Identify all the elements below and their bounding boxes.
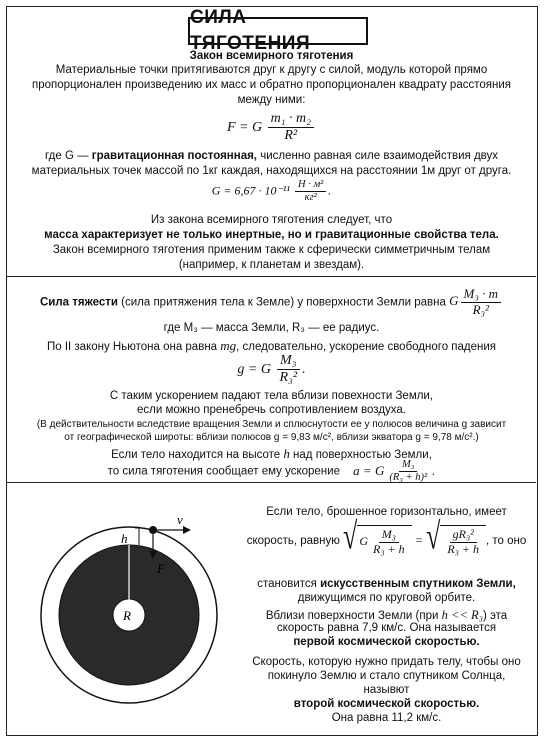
constant-value: G = 6,67 · 10⁻¹¹ bbox=[211, 183, 290, 198]
label-v: v bbox=[177, 512, 183, 527]
text-line: пропорционален произведению их масс и обратно пропорционален квадрату расстояния bbox=[32, 79, 511, 91]
text-line: назывют bbox=[363, 684, 410, 696]
formula-lhs: a = G bbox=[353, 462, 385, 478]
unit-numerator: Н · м² bbox=[295, 179, 326, 192]
section-gravitation-law bbox=[7, 45, 536, 277]
formula-denominator: R₃² bbox=[472, 301, 489, 317]
orbit-diagram bbox=[11, 491, 231, 731]
formula-inline: h << R₃ bbox=[441, 608, 483, 622]
text-line: скорость равна 7,9 км/с. Она называется bbox=[276, 622, 497, 634]
text-line: Если тело, брошенное горизонтально, имеет bbox=[266, 506, 507, 518]
text-span: Если тело находится на высоте bbox=[111, 449, 284, 461]
formula-numerator: gR₃² bbox=[450, 528, 477, 543]
formula-denominator: R₃² bbox=[279, 370, 298, 386]
text-line: материальных точек массой по 1кг каждая, находящихся на расстоянии 1м друг от друга. bbox=[31, 165, 512, 177]
text-line: Из закона всемирного тяготения следует, что bbox=[150, 214, 393, 226]
text-note: от географической широты: вблизи полюсов g = 9,83 м/с², вблизи экватора g = 9,78 м/с².) bbox=[64, 432, 479, 443]
text-line: между ними: bbox=[237, 94, 306, 106]
formula-denominator: R² bbox=[284, 128, 298, 144]
bold-term: первой космической скоростью. bbox=[293, 636, 480, 648]
text-line: С таким ускорением падают тела вблизи повехности Земли, bbox=[109, 390, 434, 402]
text-line: Скорость, которую нужно придать телу, чтобы оно bbox=[252, 656, 521, 668]
page-title: СИЛА ТЯГОТЕНИЯ bbox=[188, 17, 368, 45]
text-line bbox=[7, 149, 536, 165]
bold-statement: масса характеризует не только инертные, но и гравитационные свойства тела. bbox=[44, 229, 499, 241]
formula-inline: mg bbox=[220, 338, 237, 353]
formula-lhs: G bbox=[449, 293, 459, 309]
formula-inline: h bbox=[283, 446, 290, 461]
text-line: (например, к планетам и звездам). bbox=[178, 259, 365, 271]
text-line: где M₃ — масса Земли, R₃ — ее радиус. bbox=[163, 322, 380, 334]
text-line bbox=[7, 287, 536, 318]
text-span: , то оно bbox=[486, 534, 527, 547]
satellite-dot bbox=[149, 526, 157, 534]
text-line: если можно пренебречь сопротивлением воздуха. bbox=[137, 404, 406, 416]
text-span: численно равная силе взаимодействия двух bbox=[257, 150, 499, 162]
text-span: над поверхностью Земли, bbox=[289, 449, 432, 461]
text-span: где G — bbox=[44, 150, 92, 162]
formula-denominator: R₃ + h bbox=[447, 541, 480, 556]
section-satellite bbox=[7, 483, 536, 734]
text-line: то сила тяготения сообщает ему ускорение a = G $\frac{\text{M₃}}{\text{(R₃ + h)²}}$ . bbox=[107, 459, 436, 484]
text-span: то сила тяготения сообщает ему ускорение bbox=[107, 465, 340, 478]
section-heading: Закон всемирного тяготения bbox=[189, 50, 354, 62]
formula-constant: G = 6,67 · 10⁻¹¹ $\frac{\text{Н · м²}}{\text{кг²}}$ . bbox=[211, 179, 332, 204]
text-note: (В действительности вследствие вращения Земли и сплюснутости ее у полюсов величина g зависит bbox=[36, 419, 507, 430]
text-span: ) эта bbox=[483, 610, 508, 622]
text-span: скорость, равную bbox=[246, 534, 340, 547]
label-F: F bbox=[157, 561, 165, 576]
text-span: По II закону Ньютона она равна bbox=[46, 341, 221, 353]
text-span: , следовательно, ускорение свободного падения bbox=[236, 341, 497, 353]
text-line: Материальные точки притягиваются друг к другу с силой, модуль которой прямо bbox=[55, 64, 488, 76]
formula-numerator: M₃ · m bbox=[461, 287, 502, 303]
text-line: движущимся по круговой орбите. bbox=[297, 592, 476, 604]
formula-first-cosmic-alt: √ $\frac{\text{gR₃²}}{\text{R₃ + h}}$ bbox=[426, 525, 486, 557]
label-h: h bbox=[121, 531, 128, 546]
text-line: скорость, равную √ G $\frac{\text{M₃}}{\text{R₃ + h}}$ = √ $\frac{\text{gR₃²}}{\text{R₃ + h}}$ , то оно bbox=[246, 514, 527, 558]
text-span: становится bbox=[257, 578, 321, 590]
formula-numerator: m₁ · m₂ bbox=[268, 111, 314, 128]
formula-numerator: M₃ bbox=[399, 459, 417, 472]
text-span: (сила притяжения тела к Земле) у поверхности Земли равна bbox=[117, 296, 446, 309]
bold-term: Сила тяжести bbox=[39, 296, 118, 309]
formula-first-cosmic: √ G $\frac{\text{M₃}}{\text{R₃ + h}}$ bbox=[343, 525, 412, 557]
label-R: R bbox=[123, 608, 131, 623]
formula-numerator: M₃ bbox=[277, 353, 300, 370]
text-line: Закон всемирного тяготения применим также к сферически симметричным телам bbox=[52, 244, 491, 256]
formula-denominator: R₃ + h bbox=[373, 541, 405, 556]
text-span: Вблизи поверхности Земли (при bbox=[265, 610, 442, 622]
text-line: Она равна 11,2 км/с. bbox=[331, 712, 442, 724]
formula-free-fall: g = G $\frac{\text{M₃}}{\text{R₃²}}$ . bbox=[237, 353, 306, 386]
formula-denominator: (R₃ + h)² bbox=[389, 472, 428, 484]
velocity-arrowhead bbox=[183, 526, 191, 534]
text-line: покинуло Землю и стало спутником Солнца, bbox=[267, 670, 506, 682]
formula-gravitation bbox=[7, 111, 536, 144]
bold-term: искусственным спутником Земли, bbox=[320, 578, 516, 590]
bold-term: гравитационная постоянная, bbox=[91, 150, 258, 162]
section-gravity-force bbox=[7, 277, 536, 483]
bold-term: второй космической скоростью. bbox=[293, 698, 480, 710]
unit-denominator: кг² bbox=[304, 192, 317, 204]
page-frame bbox=[6, 6, 538, 736]
formula-numerator: M₃ bbox=[379, 528, 399, 543]
formula-lhs: F = G bbox=[226, 119, 263, 135]
formula-lhs: g = G bbox=[237, 361, 271, 377]
